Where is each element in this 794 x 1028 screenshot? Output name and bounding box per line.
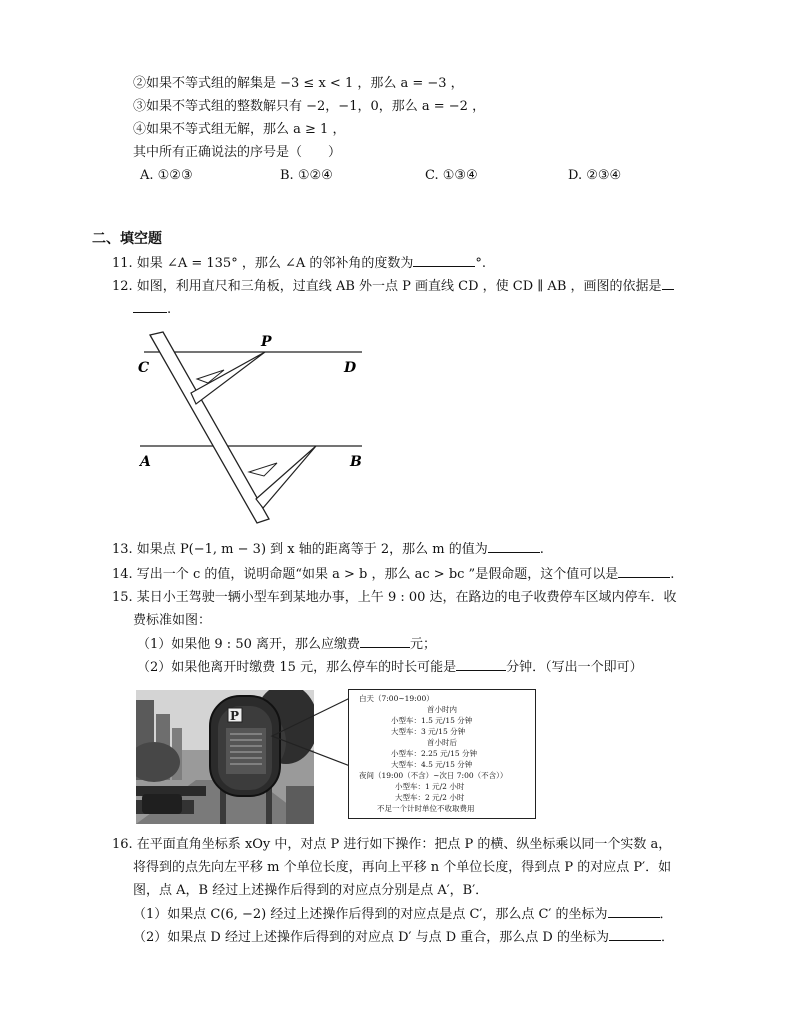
q16-sub-1 bbox=[133, 905, 673, 923]
fee-standard-box bbox=[348, 689, 536, 819]
fee-line-small-1: 小型车：1.5 元/15 分钟 bbox=[391, 716, 473, 725]
q16-sub2-blank[interactable] bbox=[609, 928, 661, 941]
fee-line-large-2: 大型车：4.5 元/15 分钟 bbox=[391, 760, 473, 769]
label-p: P bbox=[261, 334, 272, 350]
label-d: D bbox=[344, 360, 357, 376]
q13-text: 13. 如果点 P(−1, m − 3) 到 x 轴的距离等于 2，那么 m 的值为 bbox=[112, 542, 488, 557]
label-a: A bbox=[140, 454, 151, 470]
set-square-lower bbox=[256, 446, 316, 508]
q10-stem: 其中所有正确说法的序号是（ ） bbox=[133, 145, 342, 160]
question-11 bbox=[112, 254, 486, 272]
fee-line-small-3: 小型车：1 元/2 小时 bbox=[395, 782, 465, 791]
q15-sub2-text: （2）如果他离开时缴费 15 元，那么停车的时长可能是 bbox=[137, 660, 457, 675]
q16-line-3: 图，点 A，B 经过上述操作后得到的对应点分别是点 A′，B′． bbox=[133, 883, 489, 898]
q15-line-1: 15. 某日小王驾驶一辆小型车到某地办事，上午 9 : 00 达，在路边的电子收费停车区域内停车．收 bbox=[112, 590, 677, 605]
q14-tail: . bbox=[670, 567, 675, 582]
q15-sub1-text: （1）如果他 9 : 50 离开，那么应缴费 bbox=[137, 637, 360, 652]
q15-sub2-tail: 分钟．（写出一个即可） bbox=[506, 660, 643, 675]
q11-text: 11. 如果 ∠A = 135° ，那么 ∠A 的邻补角的度数为 bbox=[112, 256, 414, 271]
q10-option-b: B. ①②④ bbox=[280, 168, 333, 183]
question-12 bbox=[112, 277, 674, 295]
fee-line-day: 白天（7:00~19:00） bbox=[359, 694, 434, 703]
question-14 bbox=[112, 565, 674, 583]
q12-answer-blank-start[interactable] bbox=[662, 277, 674, 290]
q16-line-2: 将得到的点先向左平移 m 个单位长度，再向上平移 n 个单位长度，得到点 P 的对应点 P′．如 bbox=[133, 860, 672, 875]
q13-answer-blank[interactable] bbox=[488, 540, 540, 553]
section-title: 二、填空题 bbox=[92, 231, 162, 247]
q15-line-2: 费标准如图： bbox=[133, 613, 212, 628]
q10-option-a: A. ①②③ bbox=[140, 168, 193, 183]
fee-line-note: 不足一个计时单位不收取费用 bbox=[377, 804, 475, 813]
ruler-triangle-figure bbox=[130, 325, 380, 525]
fee-line-night: 夜间（19:00（不含）~次日 7:00（不含）） bbox=[359, 771, 508, 780]
q15-sub-2 bbox=[137, 658, 643, 676]
q10-option-d: D. ②③④ bbox=[568, 168, 622, 183]
q14-text: 14. 写出一个 c 的值，说明命题“如果 a > b ，那么 ac > bc ”是假命题，这个值可以是 bbox=[112, 567, 619, 582]
q16-sub2-text: （2）如果点 D 经过上述操作后得到的对应点 D′ 与点 D 重合，那么点 D 的坐标为 bbox=[133, 930, 609, 945]
callout-pointer bbox=[270, 688, 350, 778]
q16-sub2-tail: ． bbox=[660, 930, 674, 945]
label-c: C bbox=[138, 360, 150, 376]
q10-item-3: ③如果不等式组的整数解只有 −2，−1，0，那么 a = −2 ， bbox=[133, 99, 486, 114]
q16-line-1: 16. 在平面直角坐标系 xOy 中，对点 P 进行如下操作：把点 P 的横、纵坐标乘以同一个实数 a， bbox=[112, 837, 672, 852]
fee-line-large-3: 大型车：2 元/2 小时 bbox=[395, 793, 465, 802]
q16-sub1-blank[interactable] bbox=[608, 905, 660, 918]
q10-item-4: ④如果不等式组无解，那么 a ≥ 1 ， bbox=[133, 122, 346, 137]
question-12-cont bbox=[133, 300, 171, 318]
q16-sub1-tail: ． bbox=[659, 907, 673, 922]
fee-line-first-hour: 首小时内 bbox=[427, 705, 457, 714]
q13-tail: . bbox=[539, 542, 544, 557]
q12-tail: . bbox=[167, 302, 172, 317]
q16-sub1-text: （1）如果点 C(6, −2) 经过上述操作后得到的对应点是点 C′，那么点 C′ 的坐标为 bbox=[133, 907, 608, 922]
q15-sub1-tail: 元； bbox=[410, 637, 437, 652]
q15-sub1-blank[interactable] bbox=[360, 635, 410, 648]
question-13 bbox=[112, 540, 544, 558]
q16-sub-2 bbox=[133, 928, 674, 946]
q14-answer-blank[interactable] bbox=[618, 565, 670, 578]
fee-line-large-1: 大型车：3 元/15 分钟 bbox=[391, 727, 466, 736]
set-square-lower-hole bbox=[249, 463, 277, 476]
q12-answer-blank[interactable] bbox=[133, 300, 167, 313]
label-b: B bbox=[350, 454, 362, 470]
fee-line-small-2: 小型车：2.25 元/15 分钟 bbox=[391, 749, 478, 758]
q11-answer-blank[interactable] bbox=[413, 254, 475, 267]
q15-sub-1 bbox=[137, 635, 436, 653]
q15-sub2-blank[interactable] bbox=[456, 658, 506, 671]
q11-tail: °. bbox=[475, 256, 487, 271]
fee-line-after-hour: 首小时后 bbox=[427, 738, 457, 747]
q12-text: 12. 如图，利用直尺和三角板，过直线 AB 外一点 P 画直线 CD ，使 CD ∥ AB ，画图的依据是 bbox=[112, 279, 662, 294]
q10-option-c: C. ①③④ bbox=[425, 168, 478, 183]
parking-sign-p: P bbox=[230, 709, 240, 723]
q10-item-2: ②如果不等式组的解集是 −3 ≤ x < 1 ，那么 a = −3 ， bbox=[133, 76, 464, 91]
